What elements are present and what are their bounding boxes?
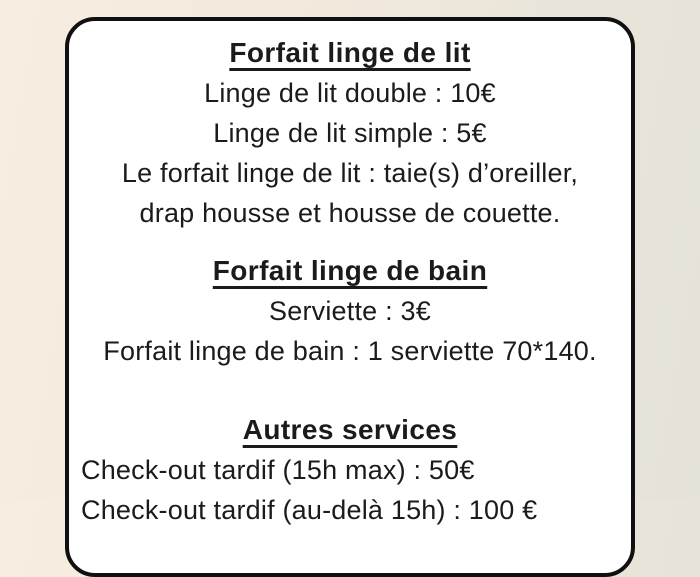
services-price-card: [65, 17, 635, 577]
price-line-checkout-15h: Check-out tardif (15h max) : 50€: [81, 455, 475, 485]
description-line-forfait-bain: Forfait linge de bain : 1 serviette 70*140.: [103, 336, 597, 366]
section-heading-linge-de-lit: Forfait linge de lit: [229, 37, 471, 68]
section-heading-linge-de-bain: Forfait linge de bain: [212, 255, 488, 286]
section-autres-services: [77, 410, 623, 530]
price-line-lit-double: Linge de lit double : 10€: [204, 78, 496, 108]
price-line-checkout-late: Check-out tardif (au-delà 15h) : 100 €: [81, 495, 538, 525]
price-line-serviette: Serviette : 3€: [269, 296, 431, 326]
section-heading-autres-services: Autres services: [242, 414, 458, 445]
price-line-lit-simple: Linge de lit simple : 5€: [213, 118, 487, 148]
section-linge-de-lit: [77, 33, 623, 233]
description-line-forfait-lit-1: Le forfait linge de lit : taie(s) d’oreiller,: [121, 158, 579, 188]
section-linge-de-bain: [77, 251, 623, 371]
description-line-forfait-lit-2: drap housse et housse de couette.: [139, 198, 561, 228]
